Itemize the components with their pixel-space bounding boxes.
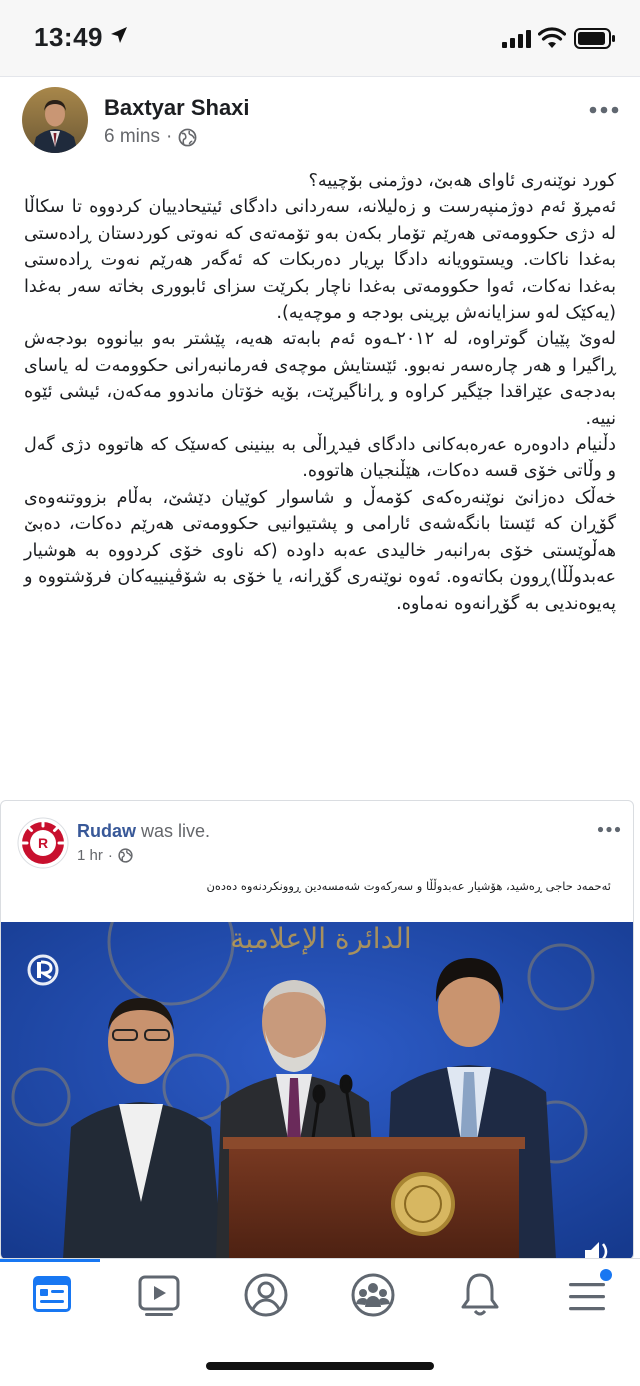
battery-icon [574,28,616,49]
post-meta [104,126,197,148]
shared-page-line [77,821,210,842]
video-play-icon[interactable] [131,1269,187,1321]
globe-icon [118,848,133,863]
podium [223,1137,525,1259]
shared-live-post[interactable] [0,800,634,1260]
live-video-thumbnail[interactable] [1,922,633,1259]
home-indicator [206,1362,434,1370]
post-header [0,82,640,162]
shared-meta [77,847,133,864]
news-feed-icon[interactable] [24,1269,80,1321]
post-text: کورد نوێنەری ئاوای هەبێ، دوژمنی بۆچییە؟ ئەمڕۆ ئەم دوژمنپەرست و زەلیلانە، سەردانی دادگای ئیتیحادییان کردووە تا سکاڵا لە دژی حکوومەتی هەرێم تۆمار بکەن بەو تۆمەتەی کە نەوتی کوردستان ڕادەستی بەغدا ناکات. ویستوویانە دادگا بڕیار دەربکات کە ئەگەر هەرێم نەوت ڕادەستی بەغدا نەکات، ئەوا حکوومەتی بەغدا ناچار بکرێت سزای ئابووری بخاتە سەر بەغدا (یەکێک لەو سزایانەش بڕینی بودجە و موچەیە). لەوێ پێیان گوتراوە، لە ٢٠١٢ـەوە ئەم بابەتە هەیە، پێشتر بەو بیانووە بودجەش ڕاگیرا و هەر چارەسەر نەبوو. ئێستایش موچەی فەرمانبەرانی حکوومەت لە یاسای بەدجەی عێراقدا جێگیر کراوە و ڕاناگیرێت، بۆیە خۆتان ماندوو مەکەن، ئیشی ئێوە نییە. دڵنیام دادوەرە عەرەبەکانی دادگای فیدڕاڵی بە بینینی کەسێک کە هاتووە دژی گەل و وڵاتی خۆی قسە دەکات، هێڵنجیان هاتووە. خەڵک دەزانێ نوێنەرەکەی کۆمەڵ و شاسوار کوێیان دێشێ، بەڵام بزووتنەوەی گۆڕان کە ئێستا بانگەشەی ئارامی و پشتیوانیی حکوومەتی هەرێم دەکات، دەبێ هەڵوێستی خۆی بەرانبەر خالیدی عەبە داودە (کە ناوی خۆی کردووە بە هوشیار عەبدوڵڵا)ڕوون بکاتەوە. ئەوە نوێنەری گۆڕانە، یا خۆی بە شۆڤینییەکان فرۆشتووە و پەیوەندیی بە گۆڕانەوە نەماوە. [24,171,617,614]
hamburger-menu-icon[interactable] [559,1269,615,1321]
shared-more-options-icon[interactable] [597,825,621,834]
groups-icon[interactable] [345,1269,401,1321]
rudaw-logo-letter: R [37,835,49,851]
profile-icon[interactable] [238,1269,294,1321]
author-avatar[interactable] [22,87,88,153]
bottom-tab-bar [0,1258,640,1386]
globe-icon [178,128,197,147]
shared-time[interactable]: 1 hr [77,847,103,864]
shared-action-text: was live. [136,821,211,841]
status-bar [0,0,640,76]
meta-dot: · [107,847,113,864]
location-arrow-icon [110,26,128,44]
active-tab-indicator [0,1259,100,1262]
author-name[interactable]: Baxtyar Shaxi [104,95,250,120]
rudaw-logo-icon[interactable] [17,817,69,869]
cellular-signal-icon [502,30,532,48]
shared-caption: ئەحمەد حاجی ڕەشید، هۆشیار عەبدوڵڵا و سەرکەوت شەمسەدین ڕوونکردنەوە دەدەن [206,879,611,893]
wifi-icon [538,27,566,49]
status-divider [0,76,640,77]
video-banner-text: الدائرة الإعلامية [230,922,412,955]
post-time[interactable]: 6 mins [104,126,160,147]
shared-page-name[interactable]: Rudaw [77,821,137,841]
meta-dot: · [165,126,173,147]
bell-icon[interactable] [452,1269,508,1321]
post-more-options-icon[interactable] [588,104,620,116]
menu-notification-badge [600,1269,612,1281]
status-time: 13:49 [34,22,103,52]
